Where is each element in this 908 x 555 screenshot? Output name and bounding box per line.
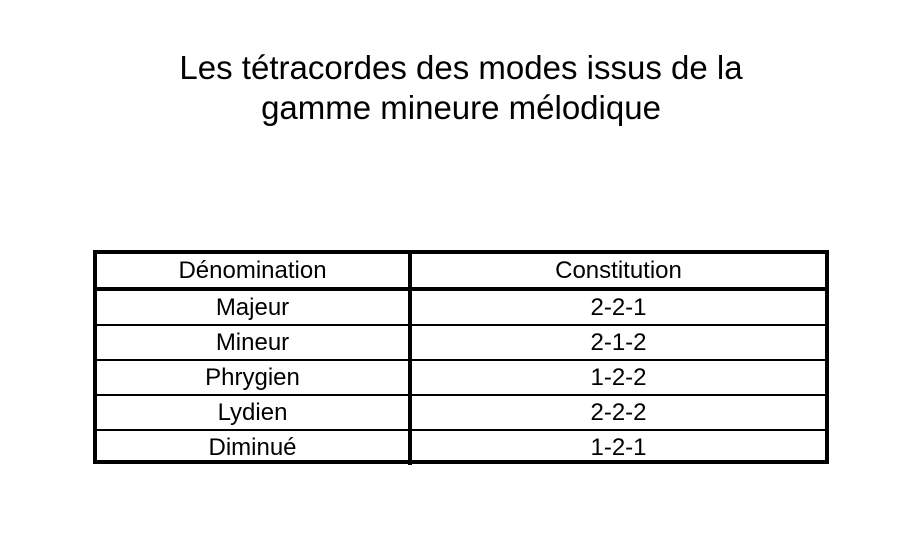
constitution-cell: 2-1-2 bbox=[590, 329, 647, 356]
table-row bbox=[97, 361, 825, 396]
table-row bbox=[97, 431, 825, 465]
title-line-1: Les tétracordes des modes issus de la bbox=[179, 49, 743, 86]
denomination-cell: Diminué bbox=[97, 431, 412, 465]
constitution-cell: 1-2-2 bbox=[590, 364, 647, 391]
denomination-cell: Majeur bbox=[97, 291, 412, 324]
title-line-2: gamme mineure mélodique bbox=[261, 89, 661, 126]
constitution-cell: 2-2-2 bbox=[590, 399, 647, 426]
header-constitution: Constitution bbox=[555, 257, 682, 284]
denomination-cell: Lydien bbox=[97, 396, 412, 429]
slide-title bbox=[0, 48, 908, 128]
table-row bbox=[97, 396, 825, 431]
constitution-cell: 2-2-1 bbox=[590, 294, 647, 321]
header-denomination: Dénomination bbox=[97, 254, 412, 287]
table-row bbox=[97, 291, 825, 326]
denomination-cell: Phrygien bbox=[97, 361, 412, 394]
denomination-cell: Mineur bbox=[97, 326, 412, 359]
tetrachord-table bbox=[93, 250, 829, 464]
constitution-cell: 1-2-1 bbox=[590, 434, 647, 461]
table-header-row bbox=[97, 254, 825, 291]
table-row bbox=[97, 326, 825, 361]
